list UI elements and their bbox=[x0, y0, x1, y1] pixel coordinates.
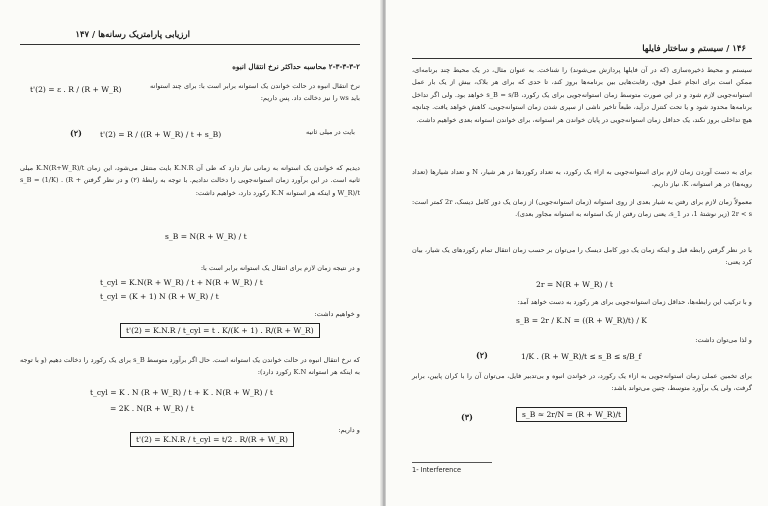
right-header-rule bbox=[412, 58, 752, 59]
right-paragraph-1: سیستم و محیط ذخیره‌سازی (که در آن فایلها پردازش می‌شوند) را شناخت. به عنوان مثال، در یک محیط چند برنامه‌ای، ممکن است برای انجام عمل فوق، رقابت‌هایی بین برنامه‌ها بروز کند، تا حدی که برای هر بلاک، بیش از یک بار عمل استوانه‌جویی لازم شود و در این صورت متوسط زمان استوانه‌جویی برای یک رکورد، s_B = s/B خواهد بود. ولی اگر تداخل برنامه‌ها محدود شود و یا تحت کنترل درآید، طبعاً تاخیر ناشی از سپری شدن زمان استوانه‌جویی، کاهش خواهد یافت. چنانچه هیچ تداخلی بروز نکند، یک حداقل زمان استوانه‌جویی در پایان خواندن هر استوانه، برای خواندن استوانه بعدی خواهیم داشت. bbox=[412, 66, 752, 124]
left-paragraph-1: نرخ انتقال انبوه در حالت خواندن یک استوانه برابر است با: برای چند استوانه باید ws را نیز دخالت داد. پس داریم: bbox=[150, 82, 360, 103]
left-paragraph-6: و داریم: bbox=[338, 426, 360, 434]
right-paragraph-6: و لذا می‌توان داشت: bbox=[695, 336, 752, 344]
right-equation-2: s_B = 2r / K.N = ((R + W_R)/t) / K bbox=[516, 316, 647, 325]
right-equation-3: 1/K . (R + W_R)/t ≤ s_B ≤ s/B_f bbox=[521, 352, 642, 361]
equation-4a: t_cyl = K.N(R + W_R) / t + N(R + W_R) / t bbox=[100, 278, 263, 287]
right-page bbox=[386, 0, 768, 506]
equation-7: t'(2) = K.N.R / t_cyl = t/2 . R/(R + W_R) bbox=[130, 432, 294, 447]
left-paragraph-3: و در نتیجه زمان لازم برای انتقال یک استوانه برابر است با: bbox=[200, 264, 360, 272]
left-page-header: ارزیابی پارامتریک رسانه‌ها / ۱۴۷ bbox=[75, 30, 190, 40]
footnote-rule bbox=[412, 462, 492, 463]
equation-4b: t_cyl = (K + 1) N (R + W_R) / t bbox=[100, 292, 219, 301]
equation-5: t'(2) = K.N.R / t_cyl = t . K/(K + 1) . R/(R + W_R) bbox=[120, 323, 320, 338]
right-equation-4: s_B ≈ 2r/N = (R + W_R)/t bbox=[516, 407, 627, 422]
equation-side: t'(2) = ε . R / (R + W_R) bbox=[30, 85, 122, 94]
right-equation-1: 2r = N(R + W_R) / t bbox=[536, 280, 613, 289]
equation-2: t'(2) = R / ((R + W_R) / t + s_B) bbox=[100, 130, 222, 139]
right-equation-number-2: (۲) bbox=[476, 350, 488, 360]
equation-3: s_B = N(R + W_R) / t bbox=[165, 232, 247, 241]
equation-2-note: بایت در میلی ثانیه bbox=[306, 128, 355, 136]
left-paragraph-2: دیدیم که خواندن یک استوانه به زمانی نیاز دارد که طی آن K.N.R بایت منتقل می‌شود، این زمان K.N(R+W_R)/t میلی ثانیه است. در این برآورد زمان استوانه‌جویی را دخالت ندادیم. با توجه به رابطهٔ (۲) و در نظر گرفتن s_B = (1/K) . (R + W_R)/t و اینکه هر استوانه K.N رکورد دارد، خواهیم داشت: bbox=[20, 164, 360, 197]
section-heading: ۲-۳-۳-۳-۲ محاسبه حداکثر نرخ انتقال انبوه bbox=[232, 62, 360, 71]
right-paragraph-2: برای به دست آوردن زمان لازم برای استوانه‌جویی به ازاء یک رکورد، به تعداد رکوردها در هر شیار، N و تعداد شیارها (تعداد رویه‌ها) در هر استوانه، K، نیاز داریم. bbox=[412, 168, 753, 189]
footnote: 1- Interference bbox=[412, 466, 462, 474]
left-paragraph-4: و خواهیم داشت: bbox=[314, 310, 360, 318]
right-paragraph-5: و با ترکیب این رابطه‌ها، حداقل زمان استوانه‌جویی برای هر رکورد به دست خواهد آمد: bbox=[517, 298, 752, 306]
right-paragraph-7: برای تخمین عملی زمان استوانه‌جویی به ازاء یک رکورد، در خواندن انبوه و بی‌تدبیر فایل، می‌توان آن را با کران پایین، برابر گرفت، ولی یک برآورد متوسط، چنین می‌تواند باشد: bbox=[412, 372, 752, 393]
right-equation-number-3: (۳) bbox=[461, 412, 473, 422]
right-page-header: ۱۴۶ / سیستم و ساختار فایلها bbox=[642, 44, 746, 54]
left-paragraph-5: که نرخ انتقال انبوه در حالت خواندن یک استوانه است. حال اگر برآورد متوسط s_B برای یک رکورد را دخالت دهیم (و با توجه به اینکه هر استوانه K.N رکورد دارد): bbox=[20, 356, 360, 377]
right-paragraph-4: با در نظر گرفتن رابطه قبل و اینکه زمان یک دور کامل دیسک را می‌توان بر حسب زمان انتقال تمام رکوردهای یک شیار، بیان کرد یعنی: bbox=[412, 246, 752, 267]
left-page bbox=[0, 0, 382, 506]
left-header-rule bbox=[20, 44, 360, 45]
equation-6a: t_cyl = K . N (R + W_R) / t + K . N(R + W_R) / t bbox=[90, 388, 273, 397]
equation-number-2: (۲) bbox=[70, 128, 82, 138]
equation-6b: = 2K . N(R + W_R) / t bbox=[110, 404, 194, 413]
right-paragraph-3: معمولاً زمان لازم برای رفتن به شیار بعدی از روی استوانه (زمان استوانه‌جویی) از زمان یک دور کامل دیسک، 2r کمتر است: 2r < s (زیر نوشتهٔ 1، در s_1، یعنی زمان رفتن از یک استوانه به استوانه مجاور بعدی). bbox=[412, 198, 753, 219]
